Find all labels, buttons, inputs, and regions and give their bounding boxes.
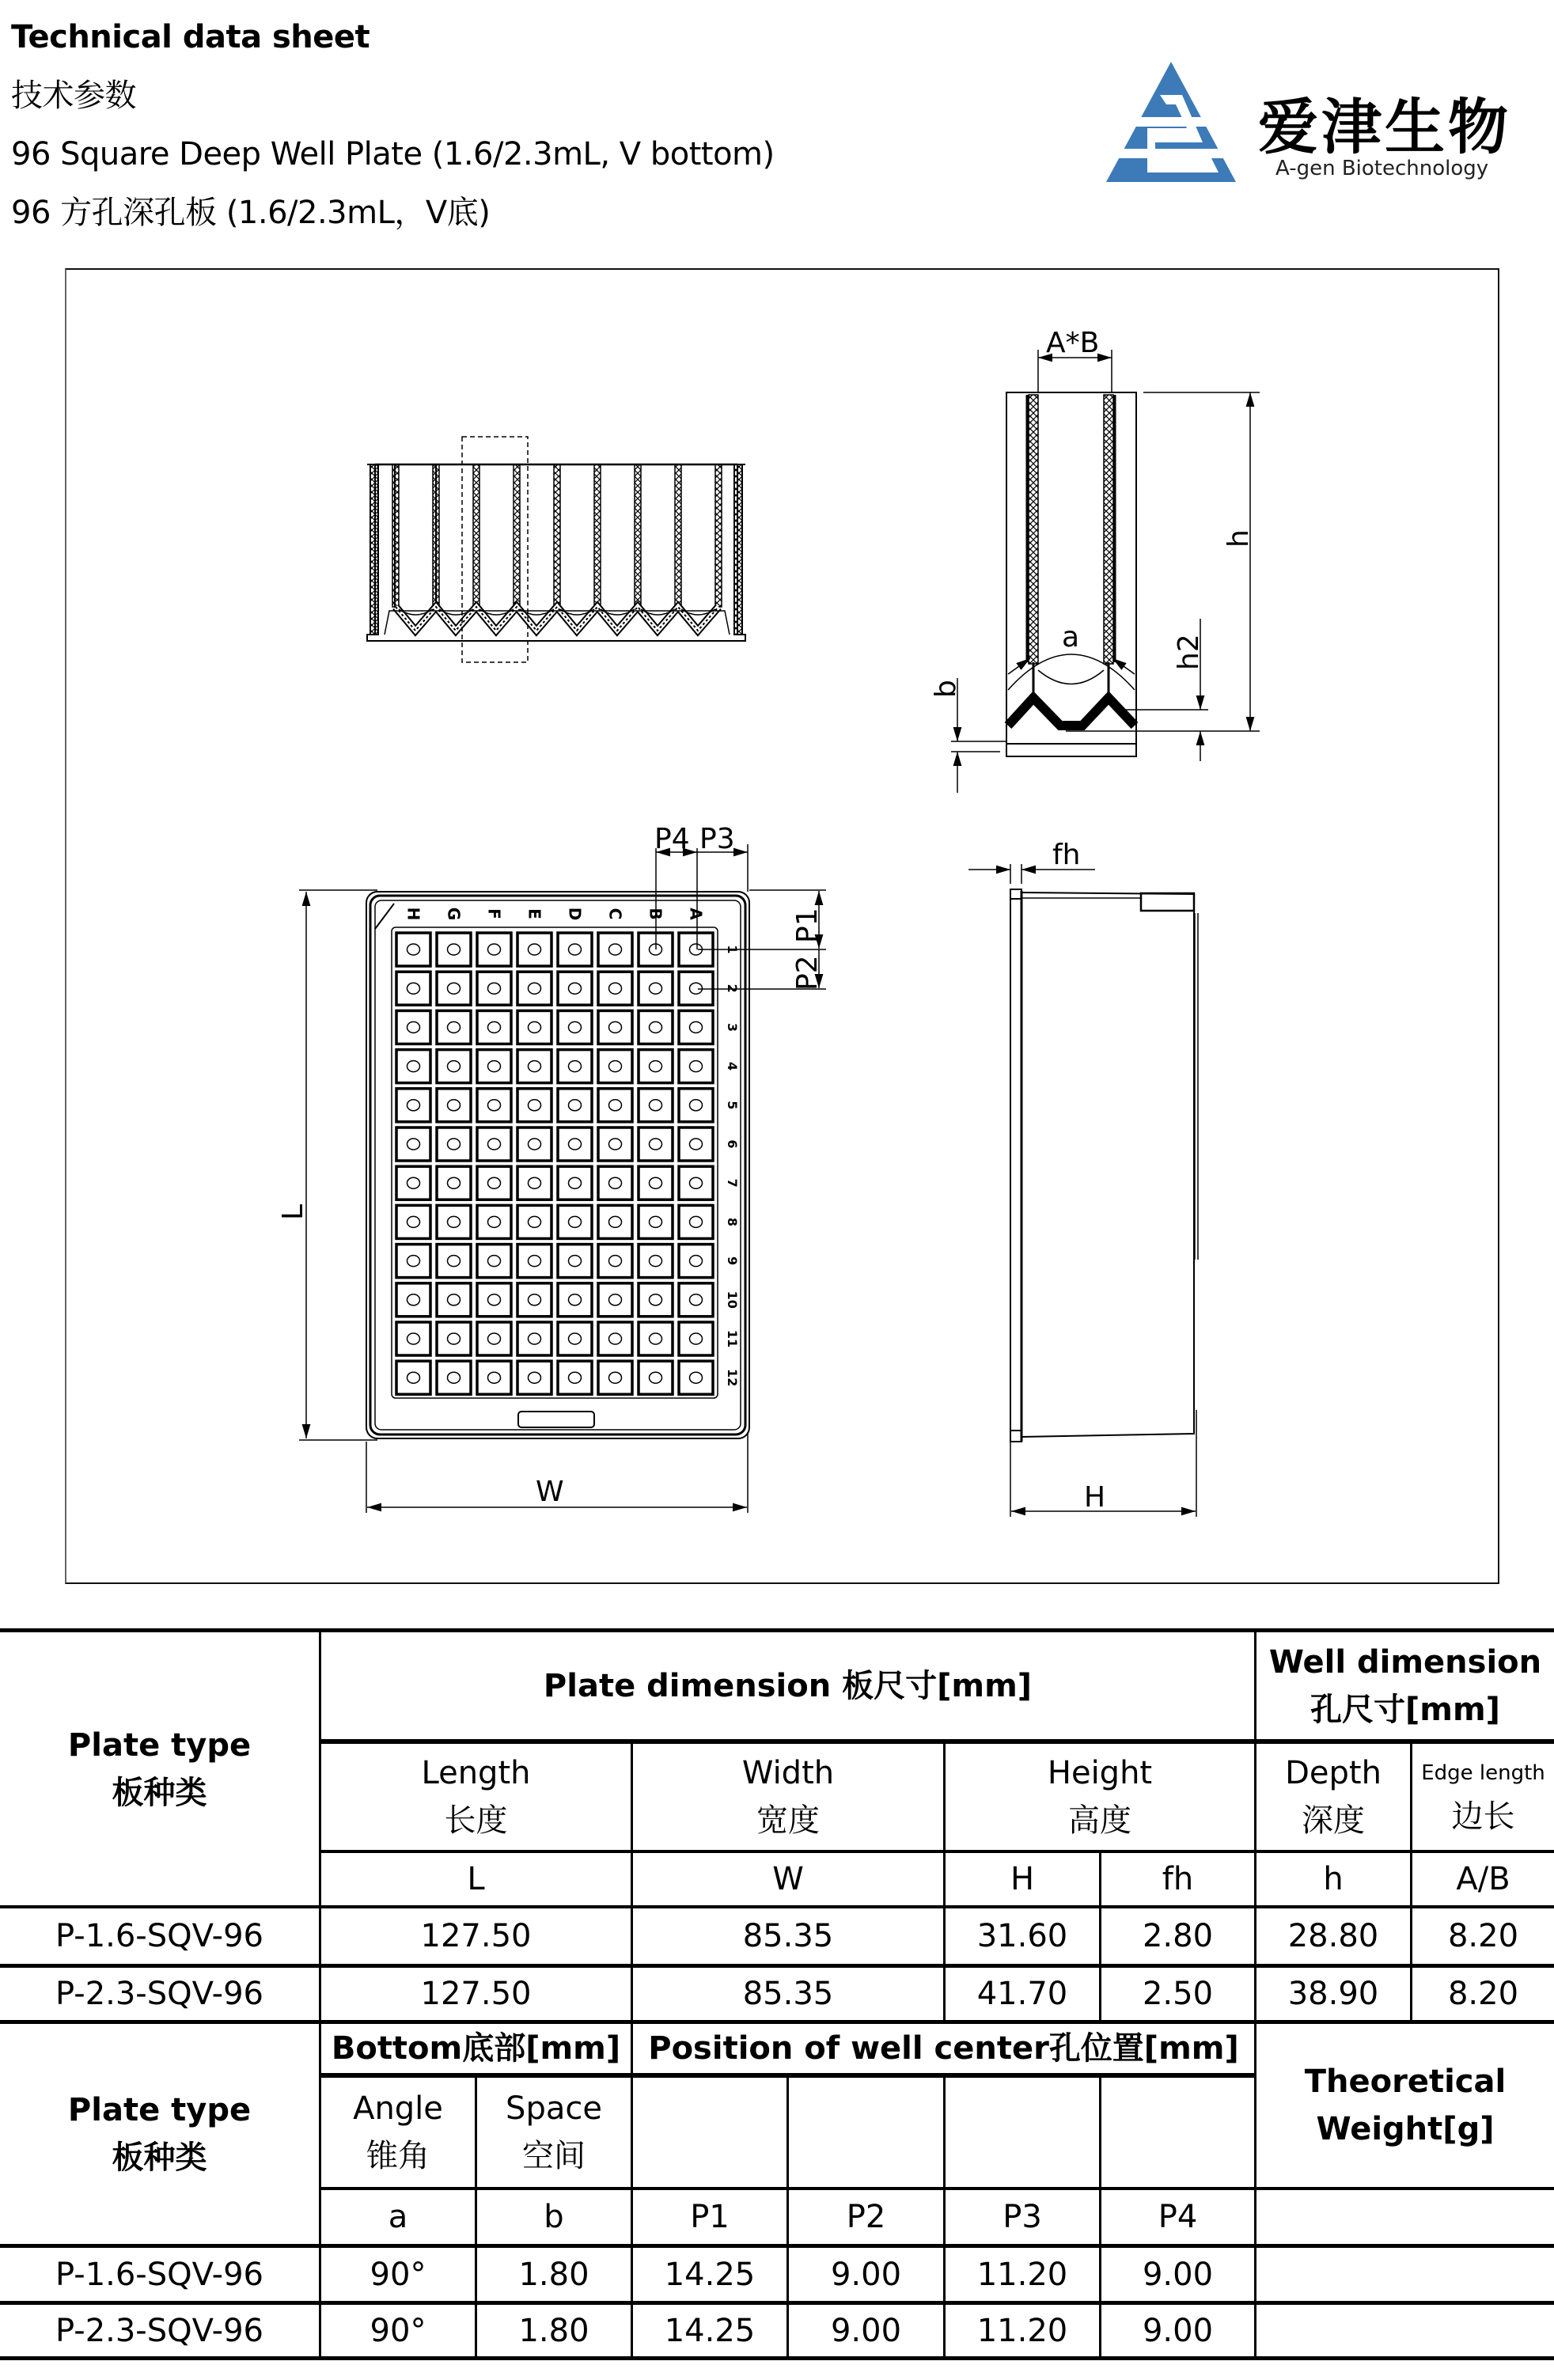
plate-type-label-cn: 板种类 (112, 1774, 207, 1811)
plate-side-view (968, 864, 1198, 1517)
well (639, 1361, 673, 1394)
cell-p4: 9.00 (1142, 2256, 1214, 2293)
row-letter: D (565, 907, 585, 921)
page-title-cn: 技术参数 (11, 78, 136, 114)
col-header-edge-length (1412, 1744, 1554, 1850)
well (396, 1166, 430, 1199)
well (437, 1089, 471, 1122)
row-letter: G (444, 907, 464, 921)
well (477, 1050, 511, 1083)
well (558, 1010, 592, 1044)
technical-drawing-frame (65, 268, 1499, 1584)
well (477, 1245, 511, 1278)
col-cn: 边长 (1451, 1798, 1515, 1835)
cell-width: 85.35 (742, 1976, 834, 2012)
well (558, 972, 592, 1005)
row-letter: H (404, 907, 423, 921)
well (396, 1245, 430, 1278)
cell-fh: 2.50 (1142, 1976, 1214, 2012)
well (639, 972, 673, 1005)
well (679, 1166, 713, 1199)
symbol-a: a (388, 2199, 408, 2235)
cell-length: 127.50 (420, 1976, 532, 2012)
well (517, 1166, 551, 1199)
column-number: 3 (725, 1022, 740, 1032)
well (517, 972, 551, 1005)
well (639, 1283, 673, 1317)
well (517, 1245, 551, 1278)
cell-width: 85.35 (742, 1918, 834, 1954)
well (558, 1050, 592, 1083)
label-p2: P2 (791, 955, 824, 991)
col-cn: 锥角 (366, 2138, 430, 2174)
well (558, 1361, 592, 1394)
well (437, 1205, 471, 1238)
well (639, 1127, 673, 1161)
well (598, 1010, 632, 1044)
well (639, 1089, 673, 1122)
column-numbers (725, 945, 740, 1386)
row-letter: C (605, 908, 625, 920)
symbol-p4: P4 (1158, 2199, 1198, 2235)
well (639, 1050, 673, 1083)
cell-p4: 9.00 (1142, 2312, 1214, 2349)
well (396, 972, 430, 1005)
col-header-angle (321, 2078, 475, 2187)
well (679, 1245, 713, 1278)
well (396, 1283, 430, 1317)
row-plate-type: P-1.6-SQV-96 (55, 2256, 263, 2293)
company-name-cn: 爱津生物 (1258, 92, 1511, 162)
cell-height: 31.60 (976, 1918, 1068, 1954)
well (598, 1361, 632, 1394)
well (679, 1089, 713, 1122)
well (477, 1089, 511, 1122)
col-en: Length (421, 1755, 531, 1791)
well (558, 1127, 592, 1161)
well (679, 1361, 713, 1394)
well (517, 1050, 551, 1083)
well-detail-view (951, 350, 1260, 793)
label-h2: h2 (1173, 634, 1205, 670)
well (598, 1205, 632, 1238)
col-en: Depth (1285, 1755, 1382, 1791)
well (598, 1127, 632, 1161)
plate-type-header (0, 1632, 319, 1905)
well (437, 1361, 471, 1394)
plate-type-header-2 (0, 2024, 319, 2244)
cell-p3: 11.20 (976, 2312, 1068, 2349)
col-header-length (321, 1744, 631, 1850)
weight-header (1256, 2024, 1554, 2187)
col-en: Space (506, 2090, 602, 2127)
row-plate-type: P-2.3-SQV-96 (55, 1976, 263, 2012)
column-number: 9 (725, 1256, 740, 1266)
label-fh: fh (1052, 839, 1081, 871)
row-letters (404, 908, 706, 921)
weight-label-unit: Weight[g] (1316, 2111, 1495, 2147)
well-dimension-label: Well dimension (1268, 1643, 1542, 1681)
label-L: L (277, 1203, 309, 1220)
well (477, 1283, 511, 1317)
company-name-en: A-gen Biotechnology (1275, 157, 1489, 180)
plate-dimension-label: Plate dimension 板尺寸[mm] (543, 1667, 1033, 1704)
column-number: 11 (725, 1329, 740, 1348)
well (437, 933, 471, 966)
symbol-H: H (1010, 1861, 1035, 1897)
well (517, 1010, 551, 1044)
symbol-L: L (467, 1861, 485, 1897)
column-number: 5 (725, 1101, 740, 1110)
col-cn: 宽度 (756, 1802, 820, 1839)
label-h: h (1222, 529, 1255, 548)
row-plate-type: P-2.3-SQV-96 (55, 2312, 263, 2349)
well-dimension-header (1256, 1632, 1554, 1739)
well (396, 1050, 430, 1083)
col-cn: 深度 (1302, 1802, 1365, 1839)
cell-angle: 90° (370, 2256, 426, 2293)
well (679, 1127, 713, 1161)
label-a: a (1062, 621, 1080, 654)
well (639, 1010, 673, 1044)
well (598, 1089, 632, 1122)
well (477, 1166, 511, 1199)
well (558, 933, 592, 966)
well (477, 972, 511, 1005)
symbol-b: b (544, 2199, 564, 2235)
page-title: Technical data sheet (11, 19, 370, 55)
row-letter: A (686, 908, 706, 920)
cell-p3: 11.20 (976, 2256, 1068, 2293)
well (396, 1361, 430, 1394)
cell-space: 1.80 (518, 2256, 589, 2293)
well (679, 1050, 713, 1083)
well (437, 972, 471, 1005)
label-p1: P1 (791, 908, 824, 943)
well (639, 1205, 673, 1238)
col-en: Width (741, 1755, 835, 1791)
column-number: 8 (725, 1217, 740, 1226)
product-name-en: 96 Square Deep Well Plate (1.6/2.3mL, V bottom) (11, 136, 775, 172)
well (558, 1322, 592, 1355)
symbol-fh: fh (1162, 1861, 1194, 1897)
well (558, 1245, 592, 1278)
well (517, 933, 551, 966)
technical-drawing (2, 2, 1554, 1663)
col-cn: 高度 (1068, 1802, 1131, 1839)
label-W: W (536, 1476, 564, 1508)
column-number: 2 (725, 983, 740, 993)
well (437, 1166, 471, 1199)
well (437, 1245, 471, 1278)
cell-space: 1.80 (518, 2312, 589, 2349)
symbol-ab: A/B (1456, 1861, 1510, 1897)
well (517, 1127, 551, 1161)
plate-type-label: Plate type (67, 2092, 252, 2128)
well (437, 1127, 471, 1161)
well (639, 1166, 673, 1199)
label-p3: P3 (699, 823, 735, 855)
well (477, 1205, 511, 1238)
well (437, 1050, 471, 1083)
well (598, 933, 632, 966)
plate-type-label: Plate type (67, 1726, 252, 1764)
well (598, 1166, 632, 1199)
well (639, 1245, 673, 1278)
cell-weight (1256, 2248, 1554, 2301)
col-header-space (477, 2078, 631, 2187)
well (679, 1010, 713, 1044)
col-header-width (633, 1744, 943, 1850)
position-header: Position of well center孔位置[mm] (648, 2030, 1239, 2067)
col-en: Height (1047, 1755, 1153, 1791)
cell-edge: 8.20 (1447, 1918, 1519, 1954)
cell-length: 127.50 (420, 1918, 532, 1954)
cell-depth: 28.80 (1287, 1918, 1379, 1954)
well (477, 1322, 511, 1355)
bottom-header: Bottom底部[mm] (331, 2030, 621, 2067)
col-header-depth (1256, 1744, 1410, 1850)
column-number: 7 (725, 1178, 740, 1188)
well (558, 1166, 592, 1199)
well (477, 1010, 511, 1044)
well (517, 1361, 551, 1394)
col-en: Angle (353, 2090, 443, 2127)
well (598, 1322, 632, 1355)
row-letter: B (646, 908, 665, 920)
well (679, 1283, 713, 1317)
well (598, 972, 632, 1005)
well (396, 1205, 430, 1238)
well (437, 1283, 471, 1317)
cell-height: 41.70 (976, 1976, 1068, 2012)
well (396, 1010, 430, 1044)
cell-p1: 14.25 (664, 2256, 756, 2293)
well (437, 1010, 471, 1044)
well (598, 1283, 632, 1317)
plate-type-label-cn: 板种类 (112, 2139, 207, 2176)
column-number: 12 (725, 1369, 740, 1387)
cell-p1: 14.25 (664, 2312, 756, 2349)
cell-weight (1256, 2305, 1554, 2356)
row-plate-type: P-1.6-SQV-96 (55, 1918, 263, 1954)
product-name-cn: 96 方孔深孔板 (1.6/2.3mL，V底) (11, 195, 491, 231)
column-number: 6 (725, 1139, 740, 1149)
col-header-height (946, 1744, 1254, 1850)
label-b: b (930, 680, 962, 698)
well (477, 1127, 511, 1161)
well (517, 1089, 551, 1122)
symbol-W: W (772, 1861, 804, 1897)
well (598, 1245, 632, 1278)
well-dimension-label-cn: 孔尺寸[mm] (1310, 1691, 1500, 1728)
well (679, 1322, 713, 1355)
column-number: 4 (725, 1062, 740, 1071)
well (396, 1127, 430, 1161)
well (517, 1205, 551, 1238)
label-ab: A*B (1046, 327, 1100, 359)
col-cn: 长度 (444, 1802, 508, 1839)
symbol-p2: P2 (846, 2199, 886, 2235)
column-number: 10 (725, 1290, 740, 1309)
well-grid (396, 933, 713, 1394)
cell-edge: 8.20 (1447, 1976, 1519, 2012)
symbol-p3: P3 (1003, 2199, 1042, 2235)
col-cn: 空间 (522, 2138, 586, 2174)
column-number: 1 (725, 945, 740, 954)
well (558, 1283, 592, 1317)
row-letter: E (525, 908, 544, 919)
plate-top-view (366, 892, 749, 1438)
symbol-p1: P1 (690, 2199, 730, 2235)
well (477, 933, 511, 966)
well (598, 1050, 632, 1083)
cell-fh: 2.80 (1142, 1918, 1214, 1954)
col-en: Edge length (1421, 1761, 1545, 1785)
well (396, 1322, 430, 1355)
cell-depth: 38.90 (1287, 1976, 1379, 2012)
well (396, 933, 430, 966)
well (396, 1089, 430, 1122)
row-letter: F (484, 908, 504, 919)
weight-label: Theoretical (1304, 2064, 1507, 2100)
cell-angle: 90° (370, 2312, 426, 2349)
well (639, 1322, 673, 1355)
cell-p2: 9.00 (830, 2256, 902, 2293)
well (437, 1322, 471, 1355)
label-H: H (1084, 1481, 1106, 1514)
plate-dimension-header (321, 1632, 1254, 1739)
well (477, 1361, 511, 1394)
well (679, 972, 713, 1005)
well (558, 1205, 592, 1238)
cross-section-view (367, 437, 745, 662)
well (679, 1205, 713, 1238)
well (517, 1322, 551, 1355)
label-p4: P4 (654, 823, 690, 855)
well (517, 1283, 551, 1317)
well (558, 1089, 592, 1122)
symbol-h: h (1323, 1861, 1344, 1897)
cell-p2: 9.00 (830, 2312, 902, 2349)
